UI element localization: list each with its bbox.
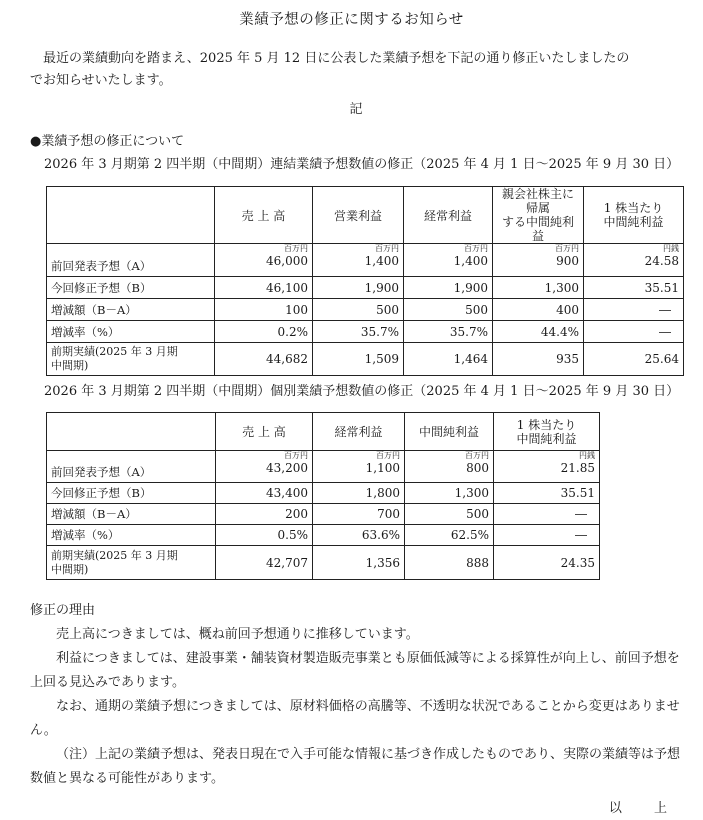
header-sales: 売 上 高 — [215, 187, 313, 244]
header-interim-net-income: 中間純利益 — [405, 413, 494, 451]
table-cell — [404, 244, 493, 277]
cell-value: 1,400 — [453, 254, 488, 268]
table-cell: 42,707 — [216, 546, 313, 580]
cell-value: 21.85 — [560, 461, 595, 475]
table-cell — [215, 244, 313, 277]
unit-label: 百万円 — [284, 244, 308, 253]
consolidated-caption: 2026 年 3 月期第 2 四半期（中間期）連結業績予想数値の修正（2025 年 4 月 1 日～2025 年 9 月 30 日） — [44, 157, 680, 172]
table-cell: 1,464 — [404, 343, 493, 376]
table-cell: 35.51 — [584, 277, 684, 299]
table-cell: 35.7% — [404, 321, 493, 343]
consolidated-forecast-table — [46, 186, 684, 376]
table-cell — [584, 244, 684, 277]
table-row — [47, 483, 600, 504]
table-cell — [313, 244, 404, 277]
closing-mark: 以 上 — [608, 801, 681, 816]
row-label: 前期実績(2025 年 3 月期 中間期) — [47, 546, 216, 580]
table-row — [47, 525, 600, 546]
table-cell: 1,300 — [405, 483, 494, 504]
header-ordinary-profit: 経常利益 — [404, 187, 493, 244]
intro-line-1: 最近の業績動向を踏まえ、2025 年 5 月 12 日に公表した業績予想を下記の通り修正いたしましたの — [43, 51, 630, 66]
reason-heading: 修正の理由 — [30, 603, 96, 618]
header-eps: 1 株当たり 中間純利益 — [494, 413, 600, 451]
table-cell: 44.4% — [493, 321, 584, 343]
document-title: 業績予想の修正に関するお知らせ — [239, 12, 464, 28]
table-cell: 35.51 — [494, 483, 600, 504]
table-cell: 35.7% — [313, 321, 404, 343]
unit-label: 百万円 — [464, 244, 488, 253]
table-cell — [494, 451, 600, 483]
table-row — [47, 451, 600, 483]
revision-reason — [30, 602, 690, 791]
table-cell: 62.5% — [405, 525, 494, 546]
table-cell: 1,509 — [313, 343, 404, 376]
unit-label: 百万円 — [465, 451, 489, 460]
header-operating-profit: 営業利益 — [313, 187, 404, 244]
cell-value: 24.58 — [644, 254, 679, 268]
table-row — [47, 277, 684, 299]
table-cell — [493, 244, 584, 277]
reason-paragraph-profit: 利益につきましては、建設事業・舗装資材製造販売事業とも原価低減等による採算性が向上し、前回予想を上回る見込みであります。 — [30, 651, 680, 690]
table-header-row — [47, 413, 600, 451]
table-cell: 46,100 — [215, 277, 313, 299]
reason-paragraph-note: （注）上記の業績予想は、発表日現在で入手可能な情報に基づき作成したものであり、実際の業績等は予想数値と異なる可能性があります。 — [30, 747, 681, 786]
header-eps: 1 株当たり 中間純利益 — [584, 187, 684, 244]
row-label: 今回修正予想（B） — [47, 277, 215, 299]
cell-value: 1,100 — [365, 461, 400, 475]
table-cell: 0.2% — [215, 321, 313, 343]
table-cell: ― — [584, 299, 684, 321]
table-cell: 1,900 — [313, 277, 404, 299]
reason-paragraph-fullyear: なお、通期の業績予想につきましては、原材料価格の高騰等、不透明な状況であることから変更はありません。 — [30, 699, 680, 738]
cell-value: 800 — [466, 461, 489, 475]
header-ordinary-profit: 経常利益 — [313, 413, 405, 451]
table-cell: 200 — [216, 504, 313, 525]
table-cell: 500 — [404, 299, 493, 321]
reason-paragraph-sales: 売上高につきましては、概ね前回予想通りに推移しています。 — [56, 627, 419, 642]
table-row — [47, 546, 600, 580]
ki-marker: 記 — [349, 102, 363, 117]
table-cell: 44,682 — [215, 343, 313, 376]
cell-value: 900 — [556, 254, 579, 268]
table-cell — [313, 451, 405, 483]
row-label: 今回修正予想（B） — [47, 483, 216, 504]
unit-label: 百万円 — [555, 244, 579, 253]
table-row — [47, 504, 600, 525]
table-cell: 63.6% — [313, 525, 405, 546]
header-net-income-parent: 親会社株主に帰属 する中間純利益 — [493, 187, 584, 244]
table-cell: ― — [584, 321, 684, 343]
table-cell — [216, 451, 313, 483]
table-cell: ― — [494, 504, 600, 525]
table-cell: ― — [494, 525, 600, 546]
unit-label: 百万円 — [375, 244, 399, 253]
table-cell: 1,300 — [493, 277, 584, 299]
row-label: 増減率（%） — [47, 525, 216, 546]
table-cell: 43,400 — [216, 483, 313, 504]
intro-line-2: でお知らせいたします。 — [30, 73, 172, 88]
table-cell: 1,800 — [313, 483, 405, 504]
header-sales: 売 上 高 — [216, 413, 313, 451]
table-cell: 400 — [493, 299, 584, 321]
individual-caption: 2026 年 3 月期第 2 四半期（中間期）個別業績予想数値の修正（2025 年 4 月 1 日～2025 年 9 月 30 日） — [44, 384, 680, 399]
table-row — [47, 244, 684, 277]
table-cell: 25.64 — [584, 343, 684, 376]
table-cell: 1,900 — [404, 277, 493, 299]
unit-label: 円銭 — [579, 451, 595, 460]
row-label: 前期実績(2025 年 3 月期 中間期) — [47, 343, 215, 376]
table-row — [47, 299, 684, 321]
row-label: 増減額（B－A） — [47, 504, 216, 525]
table-cell: 888 — [405, 546, 494, 580]
cell-value: 43,200 — [266, 461, 308, 475]
table-cell: 500 — [313, 299, 404, 321]
table-cell — [405, 451, 494, 483]
header-blank — [47, 187, 215, 244]
unit-label: 百万円 — [284, 451, 308, 460]
row-label: 増減率（%） — [47, 321, 215, 343]
cell-value: 1,400 — [364, 254, 399, 268]
cell-value: 46,000 — [266, 254, 308, 268]
table-cell: 0.5% — [216, 525, 313, 546]
table-cell: 100 — [215, 299, 313, 321]
header-blank — [47, 413, 216, 451]
unit-label: 円銭 — [663, 244, 679, 253]
table-cell: 1,356 — [313, 546, 405, 580]
table-row — [47, 321, 684, 343]
unit-label: 百万円 — [376, 451, 400, 460]
row-label: 前回発表予想（A） — [47, 244, 215, 277]
table-cell: 700 — [313, 504, 405, 525]
intro-paragraph — [30, 48, 680, 92]
individual-forecast-table — [46, 412, 600, 580]
table-row — [47, 343, 684, 376]
table-header-row — [47, 187, 684, 244]
table-cell: 24.35 — [494, 546, 600, 580]
row-label: 増減額（B－A） — [47, 299, 215, 321]
row-label: 前回発表予想（A） — [47, 451, 216, 483]
table-cell: 500 — [405, 504, 494, 525]
table-cell: 935 — [493, 343, 584, 376]
section-heading: ●業績予想の修正について — [30, 134, 185, 149]
